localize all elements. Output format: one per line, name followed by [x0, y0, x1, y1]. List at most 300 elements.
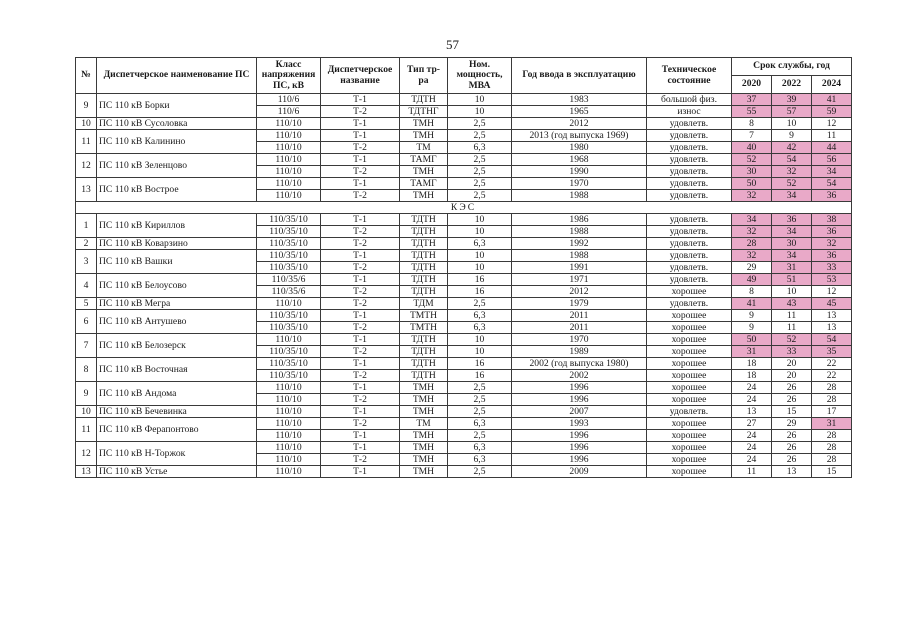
- state-cell: удовлетв.: [647, 274, 732, 286]
- substation-name-cell: ПС 110 кВ Устье: [97, 466, 257, 478]
- row-number-cell: 11: [76, 130, 97, 154]
- service-life-cell: 34: [732, 214, 772, 226]
- state-cell: удовлетв.: [647, 214, 732, 226]
- year-cell: 2012: [512, 118, 647, 130]
- state-cell: хорошее: [647, 322, 732, 334]
- year-cell: 1980: [512, 142, 647, 154]
- state-cell: хорошее: [647, 286, 732, 298]
- dispatch-name-cell: Т-1: [321, 130, 400, 142]
- row-number-cell: 9: [76, 94, 97, 118]
- dispatch-name-cell: Т-1: [321, 214, 400, 226]
- type-cell: ТДМ: [400, 298, 448, 310]
- service-life-cell: 31: [812, 418, 852, 430]
- state-cell: хорошее: [647, 394, 732, 406]
- state-cell: хорошее: [647, 418, 732, 430]
- year-cell: 1988: [512, 226, 647, 238]
- power-cell: 10: [448, 346, 512, 358]
- power-cell: 10: [448, 94, 512, 106]
- row-number-cell: 13: [76, 178, 97, 202]
- substation-name-cell: ПС 110 кВ Сусоловка: [97, 118, 257, 130]
- header-service-life: Срок службы, год: [732, 58, 852, 76]
- year-cell: 2011: [512, 310, 647, 322]
- service-life-cell: 53: [812, 274, 852, 286]
- voltage-cell: 110/10: [257, 154, 321, 166]
- power-cell: 10: [448, 106, 512, 118]
- table-row: [76, 334, 852, 346]
- power-cell: 6,3: [448, 142, 512, 154]
- row-number-cell: 4: [76, 274, 97, 298]
- state-cell: хорошее: [647, 466, 732, 478]
- type-cell: ТДТН: [400, 250, 448, 262]
- service-life-cell: 10: [772, 118, 812, 130]
- service-life-cell: 28: [732, 238, 772, 250]
- header-year: Год ввода в эксплуатацию: [512, 58, 647, 94]
- voltage-cell: 110/10: [257, 142, 321, 154]
- service-life-cell: 17: [812, 406, 852, 418]
- power-cell: 2,5: [448, 298, 512, 310]
- service-life-cell: 33: [772, 346, 812, 358]
- service-life-cell: 13: [732, 406, 772, 418]
- dispatch-name-cell: Т-2: [321, 394, 400, 406]
- service-life-cell: 11: [772, 310, 812, 322]
- dispatch-name-cell: Т-1: [321, 274, 400, 286]
- year-cell: 1992: [512, 238, 647, 250]
- state-cell: удовлетв.: [647, 118, 732, 130]
- service-life-cell: 32: [772, 166, 812, 178]
- service-life-cell: 32: [732, 226, 772, 238]
- service-life-cell: 44: [812, 142, 852, 154]
- service-life-cell: 24: [732, 454, 772, 466]
- service-life-cell: 28: [812, 454, 852, 466]
- service-life-cell: 34: [772, 250, 812, 262]
- power-cell: 6,3: [448, 310, 512, 322]
- voltage-cell: 110/35/10: [257, 322, 321, 334]
- type-cell: ТДТНГ: [400, 106, 448, 118]
- row-number-cell: 10: [76, 118, 97, 130]
- year-cell: 1996: [512, 382, 647, 394]
- voltage-cell: 110/35/10: [257, 310, 321, 322]
- type-cell: ТДТН: [400, 214, 448, 226]
- year-cell: 1979: [512, 298, 647, 310]
- type-cell: ТМТН: [400, 322, 448, 334]
- voltage-cell: 110/10: [257, 454, 321, 466]
- header-state: Техническое состояние: [647, 58, 732, 94]
- state-cell: износ: [647, 106, 732, 118]
- service-life-cell: 13: [812, 310, 852, 322]
- service-life-cell: 37: [732, 94, 772, 106]
- service-life-cell: 36: [812, 226, 852, 238]
- voltage-cell: 110/10: [257, 298, 321, 310]
- power-cell: 2,5: [448, 394, 512, 406]
- voltage-cell: 110/10: [257, 442, 321, 454]
- type-cell: ТМН: [400, 442, 448, 454]
- state-cell: удовлетв.: [647, 166, 732, 178]
- state-cell: хорошее: [647, 346, 732, 358]
- service-life-cell: 59: [812, 106, 852, 118]
- state-cell: удовлетв.: [647, 250, 732, 262]
- dispatch-name-cell: Т-1: [321, 358, 400, 370]
- state-cell: удовлетв.: [647, 298, 732, 310]
- dispatch-name-cell: Т-2: [321, 226, 400, 238]
- service-life-cell: 52: [772, 178, 812, 190]
- type-cell: ТДТН: [400, 274, 448, 286]
- state-cell: удовлетв.: [647, 406, 732, 418]
- state-cell: хорошее: [647, 334, 732, 346]
- state-cell: удовлетв.: [647, 130, 732, 142]
- table-row: [76, 94, 852, 106]
- service-life-cell: 24: [732, 394, 772, 406]
- table-row: [76, 298, 852, 310]
- service-life-cell: 10: [772, 286, 812, 298]
- type-cell: ТМТН: [400, 310, 448, 322]
- row-number-cell: 1: [76, 214, 97, 238]
- row-number-cell: 13: [76, 466, 97, 478]
- service-life-cell: 27: [732, 418, 772, 430]
- service-life-cell: 7: [732, 130, 772, 142]
- state-cell: удовлетв.: [647, 154, 732, 166]
- service-life-cell: 18: [732, 358, 772, 370]
- dispatch-name-cell: Т-2: [321, 190, 400, 202]
- row-number-cell: 12: [76, 154, 97, 178]
- year-cell: 1970: [512, 178, 647, 190]
- table-row: [76, 382, 852, 394]
- power-cell: 2,5: [448, 466, 512, 478]
- service-life-cell: 18: [732, 370, 772, 382]
- service-life-cell: 54: [772, 154, 812, 166]
- page-number: 57: [446, 37, 459, 52]
- service-life-cell: 26: [772, 442, 812, 454]
- type-cell: ТМН: [400, 406, 448, 418]
- service-life-cell: 50: [732, 334, 772, 346]
- header-dispatch-name: Диспетчерское название: [321, 58, 400, 94]
- dispatch-name-cell: Т-2: [321, 346, 400, 358]
- type-cell: ТМН: [400, 382, 448, 394]
- service-life-cell: 26: [772, 430, 812, 442]
- voltage-cell: 110/35/6: [257, 286, 321, 298]
- type-cell: ТДТН: [400, 346, 448, 358]
- state-cell: удовлетв.: [647, 226, 732, 238]
- dispatch-name-cell: Т-2: [321, 286, 400, 298]
- substation-name-cell: ПС 110 кВ Зеленцово: [97, 154, 257, 178]
- type-cell: ТМ: [400, 142, 448, 154]
- substation-name-cell: ПС 110 кВ Коварзино: [97, 238, 257, 250]
- voltage-cell: 110/35/10: [257, 262, 321, 274]
- service-life-cell: 38: [812, 214, 852, 226]
- substation-name-cell: ПС 110 кВ Мегра: [97, 298, 257, 310]
- service-life-cell: 15: [812, 466, 852, 478]
- year-cell: 2012: [512, 286, 647, 298]
- power-cell: 2,5: [448, 166, 512, 178]
- dispatch-name-cell: Т-1: [321, 382, 400, 394]
- dispatch-name-cell: Т-1: [321, 466, 400, 478]
- power-cell: 10: [448, 226, 512, 238]
- year-cell: 1971: [512, 274, 647, 286]
- service-life-cell: 50: [732, 178, 772, 190]
- substation-name-cell: ПС 110 кВ Белозерск: [97, 334, 257, 358]
- dispatch-name-cell: Т-1: [321, 334, 400, 346]
- state-cell: удовлетв.: [647, 190, 732, 202]
- service-life-cell: 52: [732, 154, 772, 166]
- service-life-cell: 54: [812, 178, 852, 190]
- dispatch-name-cell: Т-1: [321, 442, 400, 454]
- year-cell: 1996: [512, 454, 647, 466]
- type-cell: ТМН: [400, 166, 448, 178]
- year-cell: 1991: [512, 262, 647, 274]
- table-row: [76, 418, 852, 430]
- service-life-cell: 41: [732, 298, 772, 310]
- service-life-cell: 28: [812, 442, 852, 454]
- voltage-cell: 110/35/10: [257, 358, 321, 370]
- service-life-cell: 54: [812, 334, 852, 346]
- power-cell: 16: [448, 274, 512, 286]
- power-cell: 6,3: [448, 418, 512, 430]
- type-cell: ТМН: [400, 130, 448, 142]
- type-cell: ТМН: [400, 190, 448, 202]
- substation-name-cell: ПС 110 кВ Вашки: [97, 250, 257, 274]
- service-life-cell: 11: [732, 466, 772, 478]
- service-life-cell: 31: [772, 262, 812, 274]
- service-life-cell: 9: [772, 130, 812, 142]
- type-cell: ТАМГ: [400, 154, 448, 166]
- service-life-cell: 39: [772, 94, 812, 106]
- table-row: [76, 310, 852, 322]
- year-cell: 2013 (год выпуска 1969): [512, 130, 647, 142]
- service-life-cell: 52: [772, 334, 812, 346]
- power-cell: 2,5: [448, 118, 512, 130]
- table-row: [76, 238, 852, 250]
- dispatch-name-cell: Т-1: [321, 310, 400, 322]
- year-cell: 1989: [512, 346, 647, 358]
- dispatch-name-cell: Т-2: [321, 262, 400, 274]
- service-life-cell: 30: [772, 238, 812, 250]
- service-life-cell: 34: [812, 166, 852, 178]
- service-life-cell: 28: [812, 430, 852, 442]
- service-life-cell: 24: [732, 382, 772, 394]
- year-cell: 2002: [512, 370, 647, 382]
- service-life-cell: 32: [812, 238, 852, 250]
- state-cell: хорошее: [647, 430, 732, 442]
- service-life-cell: 42: [772, 142, 812, 154]
- voltage-cell: 110/10: [257, 430, 321, 442]
- service-life-cell: 22: [812, 370, 852, 382]
- header-power: Ном. мощность, МВА: [448, 58, 512, 94]
- voltage-cell: 110/10: [257, 394, 321, 406]
- table-row: [76, 250, 852, 262]
- service-life-cell: 43: [772, 298, 812, 310]
- service-life-cell: 30: [732, 166, 772, 178]
- type-cell: ТДТН: [400, 94, 448, 106]
- year-cell: 1996: [512, 442, 647, 454]
- service-life-cell: 26: [772, 394, 812, 406]
- voltage-cell: 110/10: [257, 190, 321, 202]
- dispatch-name-cell: Т-1: [321, 94, 400, 106]
- dispatch-name-cell: Т-1: [321, 250, 400, 262]
- substation-name-cell: ПС 110 кВ Бечевинка: [97, 406, 257, 418]
- header-year-2020: 2020: [732, 76, 772, 94]
- year-cell: 1988: [512, 250, 647, 262]
- state-cell: удовлетв.: [647, 178, 732, 190]
- power-cell: 2,5: [448, 154, 512, 166]
- service-life-cell: 24: [732, 430, 772, 442]
- year-cell: 1986: [512, 214, 647, 226]
- row-number-cell: 3: [76, 250, 97, 274]
- type-cell: ТДТН: [400, 334, 448, 346]
- power-cell: 2,5: [448, 430, 512, 442]
- service-life-cell: 55: [732, 106, 772, 118]
- year-cell: 1983: [512, 94, 647, 106]
- table-row: [76, 406, 852, 418]
- service-life-cell: 24: [732, 442, 772, 454]
- service-life-cell: 45: [812, 298, 852, 310]
- state-cell: хорошее: [647, 358, 732, 370]
- service-life-cell: 15: [772, 406, 812, 418]
- substation-name-cell: ПС 110 кВ Калинино: [97, 130, 257, 154]
- type-cell: ТМ: [400, 418, 448, 430]
- type-cell: ТДТН: [400, 286, 448, 298]
- row-number-cell: 10: [76, 406, 97, 418]
- header-num: №: [76, 58, 97, 94]
- row-number-cell: 12: [76, 442, 97, 466]
- type-cell: ТДТН: [400, 262, 448, 274]
- substation-name-cell: ПС 110 кВ Ферапонтово: [97, 418, 257, 442]
- year-cell: 2011: [512, 322, 647, 334]
- type-cell: ТАМГ: [400, 178, 448, 190]
- service-life-cell: 13: [812, 322, 852, 334]
- voltage-cell: 110/35/10: [257, 346, 321, 358]
- service-life-cell: 33: [812, 262, 852, 274]
- voltage-cell: 110/35/10: [257, 370, 321, 382]
- dispatch-name-cell: Т-1: [321, 154, 400, 166]
- state-cell: хорошее: [647, 442, 732, 454]
- service-life-cell: 36: [812, 250, 852, 262]
- voltage-cell: 110/10: [257, 178, 321, 190]
- dispatch-name-cell: Т-2: [321, 370, 400, 382]
- table-row: [76, 118, 852, 130]
- service-life-cell: 9: [732, 310, 772, 322]
- power-cell: 16: [448, 358, 512, 370]
- substation-name-cell: ПС 110 кВ Вострое: [97, 178, 257, 202]
- service-life-cell: 36: [812, 190, 852, 202]
- table-row: [76, 274, 852, 286]
- service-life-cell: 11: [772, 322, 812, 334]
- voltage-cell: 110/10: [257, 118, 321, 130]
- row-number-cell: 5: [76, 298, 97, 310]
- service-life-cell: 57: [772, 106, 812, 118]
- service-life-cell: 29: [772, 418, 812, 430]
- service-life-cell: 26: [772, 382, 812, 394]
- service-life-cell: 32: [732, 190, 772, 202]
- dispatch-name-cell: Т-2: [321, 454, 400, 466]
- dispatch-name-cell: Т-2: [321, 418, 400, 430]
- voltage-cell: 110/6: [257, 106, 321, 118]
- type-cell: ТДТН: [400, 238, 448, 250]
- type-cell: ТМН: [400, 394, 448, 406]
- power-cell: 2,5: [448, 190, 512, 202]
- header-year-2022: 2022: [772, 76, 812, 94]
- year-cell: 2009: [512, 466, 647, 478]
- dispatch-name-cell: Т-2: [321, 298, 400, 310]
- service-life-cell: 36: [772, 214, 812, 226]
- substation-name-cell: ПС 110 кВ Кириллов: [97, 214, 257, 238]
- table-row: [76, 442, 852, 454]
- service-life-cell: 34: [772, 190, 812, 202]
- header-voltage: Класс напряжения ПС, кВ: [257, 58, 321, 94]
- type-cell: ТМН: [400, 430, 448, 442]
- service-life-cell: 8: [732, 286, 772, 298]
- voltage-cell: 110/35/6: [257, 274, 321, 286]
- substation-table: [75, 57, 852, 478]
- power-cell: 10: [448, 262, 512, 274]
- service-life-cell: 20: [772, 370, 812, 382]
- power-cell: 16: [448, 370, 512, 382]
- header-type: Тип тр-ра: [400, 58, 448, 94]
- power-cell: 10: [448, 334, 512, 346]
- year-cell: 1970: [512, 334, 647, 346]
- power-cell: 6,3: [448, 322, 512, 334]
- header-name: Диспетчерское наименование ПС: [97, 58, 257, 94]
- type-cell: ТДТН: [400, 370, 448, 382]
- voltage-cell: 110/10: [257, 466, 321, 478]
- dispatch-name-cell: Т-2: [321, 166, 400, 178]
- row-number-cell: 11: [76, 418, 97, 442]
- voltage-cell: 110/6: [257, 94, 321, 106]
- substation-name-cell: ПС 110 кВ Андома: [97, 382, 257, 406]
- service-life-cell: 12: [812, 118, 852, 130]
- power-cell: 10: [448, 250, 512, 262]
- voltage-cell: 110/10: [257, 334, 321, 346]
- substation-name-cell: ПС 110 кВ Белоусово: [97, 274, 257, 298]
- row-number-cell: 2: [76, 238, 97, 250]
- state-cell: удовлетв.: [647, 262, 732, 274]
- type-cell: ТМН: [400, 466, 448, 478]
- table-row: [76, 154, 852, 166]
- state-cell: хорошее: [647, 310, 732, 322]
- table-body: [76, 94, 852, 478]
- substation-name-cell: ПС 110 кВ Борки: [97, 94, 257, 118]
- service-life-cell: 32: [732, 250, 772, 262]
- service-life-cell: 22: [812, 358, 852, 370]
- year-cell: 2007: [512, 406, 647, 418]
- service-life-cell: 31: [732, 346, 772, 358]
- service-life-cell: 28: [812, 382, 852, 394]
- voltage-cell: 110/35/10: [257, 214, 321, 226]
- service-life-cell: 49: [732, 274, 772, 286]
- state-cell: удовлетв.: [647, 142, 732, 154]
- row-number-cell: 8: [76, 358, 97, 382]
- service-life-cell: 8: [732, 118, 772, 130]
- substation-name-cell: ПС 110 кВ Н-Торжок: [97, 442, 257, 466]
- table-row: [76, 214, 852, 226]
- service-life-cell: 9: [732, 322, 772, 334]
- state-cell: хорошее: [647, 370, 732, 382]
- table-row: [76, 130, 852, 142]
- voltage-cell: 110/35/10: [257, 250, 321, 262]
- year-cell: 1988: [512, 190, 647, 202]
- year-cell: 1965: [512, 106, 647, 118]
- state-cell: большой физ.: [647, 94, 732, 106]
- service-life-cell: 40: [732, 142, 772, 154]
- row-number-cell: 9: [76, 382, 97, 406]
- service-life-cell: 20: [772, 358, 812, 370]
- section-label: КЭС: [76, 202, 852, 214]
- year-cell: 1996: [512, 394, 647, 406]
- row-number-cell: 7: [76, 334, 97, 358]
- row-number-cell: 6: [76, 310, 97, 334]
- service-life-cell: 29: [732, 262, 772, 274]
- dispatch-name-cell: Т-2: [321, 106, 400, 118]
- year-cell: 1968: [512, 154, 647, 166]
- year-cell: 1993: [512, 418, 647, 430]
